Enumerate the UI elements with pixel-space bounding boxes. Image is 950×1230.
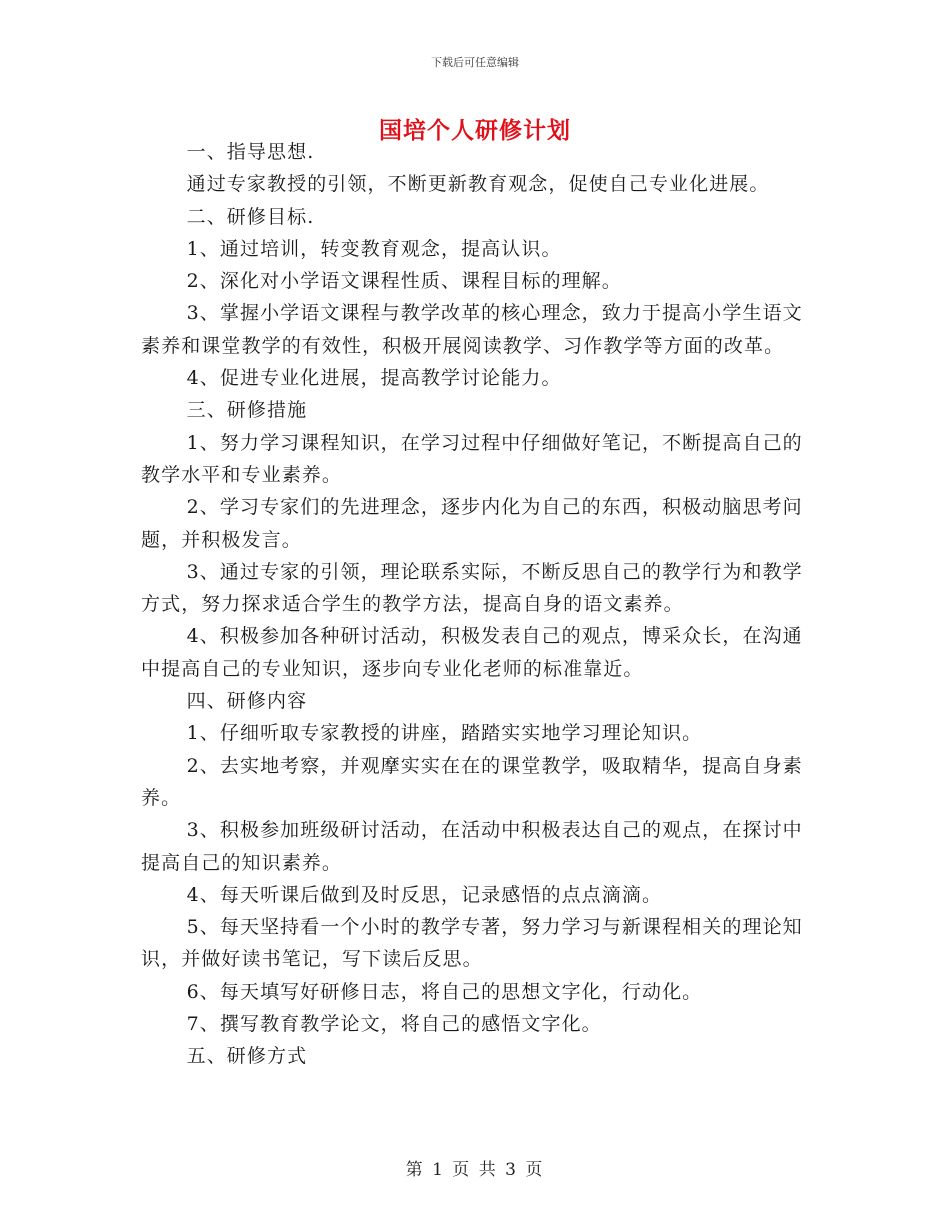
section-heading: 三、研修措施 <box>186 399 308 422</box>
document-body <box>141 136 811 1073</box>
list-item: 3、掌握小学语文课程与教学改革的核心理念，致力于提高小学生语文素养和课堂教学的有效性，积极开展阅读教学、习作教学等方面的改革。 <box>141 302 803 357</box>
section-heading: 二、研修目标. <box>186 205 315 228</box>
document-title: 国培个人研修计划 <box>379 117 571 144</box>
section-heading: 五、研修方式 <box>186 1045 308 1068</box>
list-item: 4、促进专业化进展，提高教学讨论能力。 <box>186 367 562 390</box>
list-item: 7、撰写教育教学论文，将自己的感悟文字化。 <box>186 1013 602 1036</box>
list-item: 5、每天坚持看一个小时的教学专著，努力学习与新课程相关的理论知识，并做好读书笔记，写下读后反思。 <box>141 916 803 971</box>
list-item: 2、学习专家们的先进理念，逐步内化为自己的东西，积极动脑思考问题，并积极发言。 <box>141 496 803 551</box>
section-heading: 四、研修内容 <box>186 690 308 713</box>
list-item: 3、积极参加班级研讨活动，在活动中积极表达自己的观点，在探讨中提高自己的知识素养。 <box>141 819 803 874</box>
list-item: 1、努力学习课程知识，在学习过程中仔细做好笔记，不断提高自己的教学水平和专业素养。 <box>141 431 803 486</box>
list-item: 1、仔细听取专家教授的讲座，踏踏实实地学习理论知识。 <box>186 722 703 745</box>
list-item: 2、去实地考察，并观摩实实在在的课堂教学，吸取精华，提高自身素养。 <box>141 754 803 809</box>
list-item: 4、积极参加各种研讨活动，积极发表自己的观点，博采众长，在沟通中提高自己的专业知识，逐步向专业化老师的标准靠近。 <box>141 625 803 680</box>
paragraph: 通过专家教授的引领，不断更新教育观念，促使自己专业化进展。 <box>186 173 770 196</box>
list-item: 2、深化对小学语文课程性质、课程目标的理解。 <box>186 270 622 293</box>
list-item: 4、每天听课后做到及时反思，记录感悟的点点滴滴。 <box>186 883 663 906</box>
page-number: 第 1 页 共 3 页 <box>405 1160 545 1180</box>
list-item: 6、每天填写好研修日志，将自己的思想文字化，行动化。 <box>186 980 703 1003</box>
section-heading: 一、指导思想. <box>186 141 315 163</box>
page-header-note: 下载后可任意编辑 <box>431 56 519 69</box>
list-item: 3、通过专家的引领，理论联系实际，不断反思自己的教学行为和教学方式，努力探求适合学生的教学方法，提高自身的语文素养。 <box>141 560 803 616</box>
list-item: 1、通过培训，转变教育观念，提高认识。 <box>186 237 562 260</box>
